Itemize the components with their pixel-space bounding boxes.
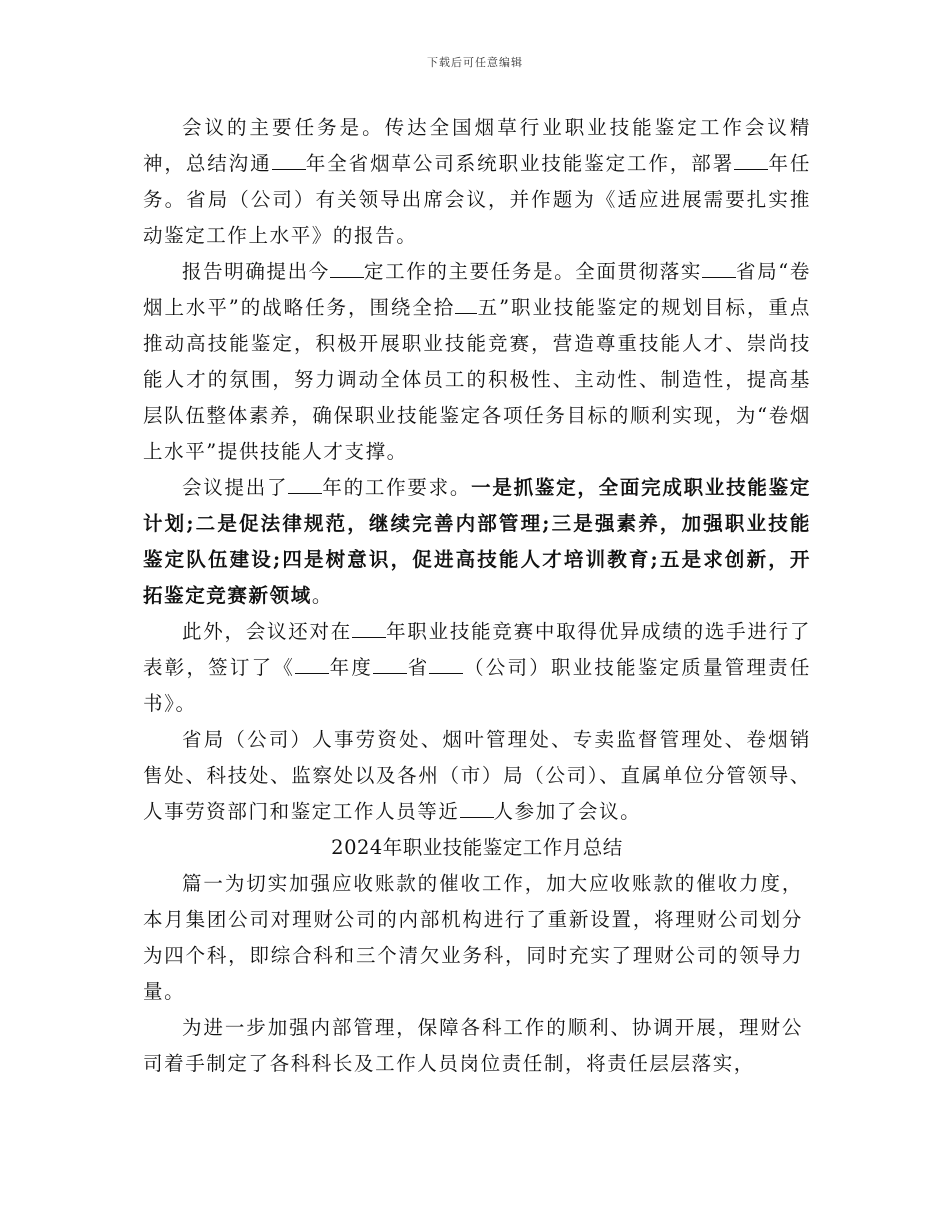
text-span: 。 [311, 584, 333, 607]
fill-blank [352, 619, 386, 638]
text-span: 年任务。省局（公司）有关领导出席会议，并作题为《适应进展需要扎实推动鉴定工作上水平》的报告。 [143, 152, 811, 247]
paragraph-commendation [143, 614, 811, 722]
text-span: 年的工作要求。 [322, 476, 472, 499]
text-span: 年全省烟草公司系统职业技能鉴定工作，部署 [305, 152, 735, 175]
page-header-note: 下载后可任意编辑 [427, 56, 523, 69]
text-span: （公司）职业技能鉴定质量管理责任书》。 [143, 656, 811, 715]
paragraph-finance-restructure: 篇一为切实加强应收账款的催收工作，加大应收账款的催收力度，本月集团公司对理财公司的内部机构进行了重新设置，将理财公司划分为四个科，即综合科和三个清欠业务科，同时充实了理财公司的领导力量。 [143, 872, 803, 1003]
text-span: 省 [407, 656, 430, 679]
text-span: 年度 [329, 656, 374, 679]
text-span: 此外，会议还对在 [182, 620, 352, 643]
paragraph-meeting-task [143, 110, 811, 254]
text-span: 年职业技能竞赛中取得优异成绩的选手进行了表彰，签订了《 [143, 620, 811, 679]
text-span: 报告明确提出今 [182, 260, 330, 283]
fill-blank [330, 259, 364, 278]
paragraph-internal-management: 为进一步加强内部管理，保障各科工作的顺利、协调开展，理财公司着手制定了各科科长及工作人员岗位责任制，将责任层层落实， [143, 1016, 803, 1075]
text-span: 会议的主要任务是。传达全国烟草行业职业技能鉴定工作会议精神，总结沟通 [143, 116, 811, 175]
document-body [143, 110, 811, 1082]
text-span: 省局“卷烟上水平”的战略任务，围绕全拾 [143, 260, 811, 319]
paragraph-report-tasks [143, 254, 811, 470]
fill-blank [702, 259, 736, 278]
text-span: 会议提出了 [182, 476, 289, 499]
fill-blank [455, 295, 477, 314]
fill-blank [734, 151, 768, 170]
fill-blank [429, 655, 463, 674]
fill-blank [460, 799, 494, 818]
text-span: 省局（公司）人事劳资处、烟叶管理处、专卖监督管理处、卷烟销售处、科技处、监察处以及各州（市）局（公司）、直属单位分管领导、人事劳资部门和鉴定工作人员等近 [143, 728, 811, 823]
fill-blank [295, 655, 329, 674]
text-span: 人参加了会议。 [493, 800, 642, 823]
fill-blank [288, 475, 322, 494]
fill-blank [272, 151, 306, 170]
bold-requirements: 一是抓鉴定，全面完成职业技能鉴定计划;二是促法律规范，继续完善内部管理;三是强素养，加强职业技能鉴定队伍建设;四是树意识，促进高技能人才培训教育;五是求创新，开拓鉴定竞赛新领域 [143, 476, 811, 607]
text-span: 定工作的主要任务是。全面贯彻落实 [363, 260, 702, 283]
fill-blank [373, 655, 407, 674]
text-span: 五”职业技能鉴定的规划目标，重点推动高技能鉴定，积极开展职业技能竞赛，营造尊重技能人才、崇尚技能人才的氛围，努力调动全体员工的积极性、主动性、制造性，提高基层队伍整体素养，确保职业技能鉴定各项任务目标的顺利实现，为“卷烟上水平”提供技能人才支撑。 [143, 296, 811, 463]
paragraph-work-requirements [143, 470, 811, 614]
paragraph-attendees [143, 722, 811, 830]
section-title: 2024年职业技能鉴定工作月总结 [331, 836, 623, 859]
